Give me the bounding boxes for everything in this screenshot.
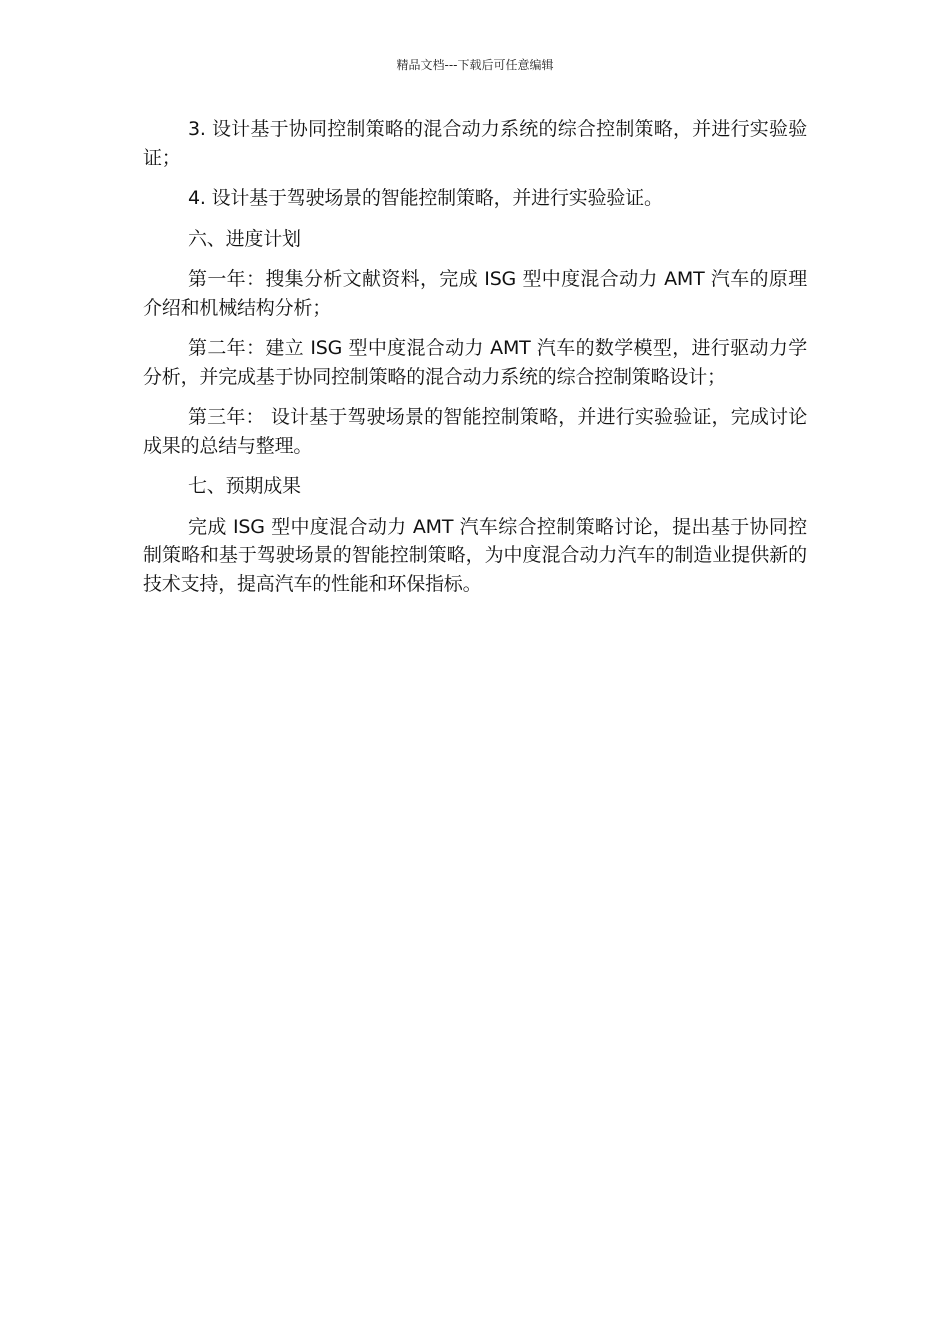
- list-item-4: 4. 设计基于驾驶场景的智能控制策略，并进行实验验证。: [188, 187, 663, 209]
- section-heading-expected-results: 七、预期成果: [188, 475, 301, 497]
- expected-results-paragraph: 完成 ISG 型中度混合动力 AMT 汽车综合控制策略讨论，提出基于协同控制策略和基于驾驶场景的智能控制策略，为中度混合动力汽车的制造业提供新的技术支持，提高汽车的性能和环保指标。: [143, 515, 807, 595]
- schedule-year-1: 第一年：搜集分析文献资料，完成 ISG 型中度混合动力 AMT 汽车的原理介绍和机械结构分析；: [143, 268, 807, 319]
- section-heading-schedule: 六、进度计划: [188, 227, 301, 250]
- schedule-year-3: 第三年： 设计基于驾驶场景的智能控制策略，并进行实验验证，完成讨论成果的总结与整理。: [143, 406, 807, 457]
- document-body: [143, 115, 807, 610]
- page-header: 精品文档---下载后可任意编辑: [396, 58, 554, 72]
- schedule-year-2: 第二年：建立 ISG 型中度混合动力 AMT 汽车的数学模型，进行驱动力学分析，并完成基于协同控制策略的混合动力系统的综合控制策略设计；: [143, 337, 807, 388]
- list-item-3: 3. 设计基于协同控制策略的混合动力系统的综合控制策略，并进行实验验证；: [143, 118, 807, 169]
